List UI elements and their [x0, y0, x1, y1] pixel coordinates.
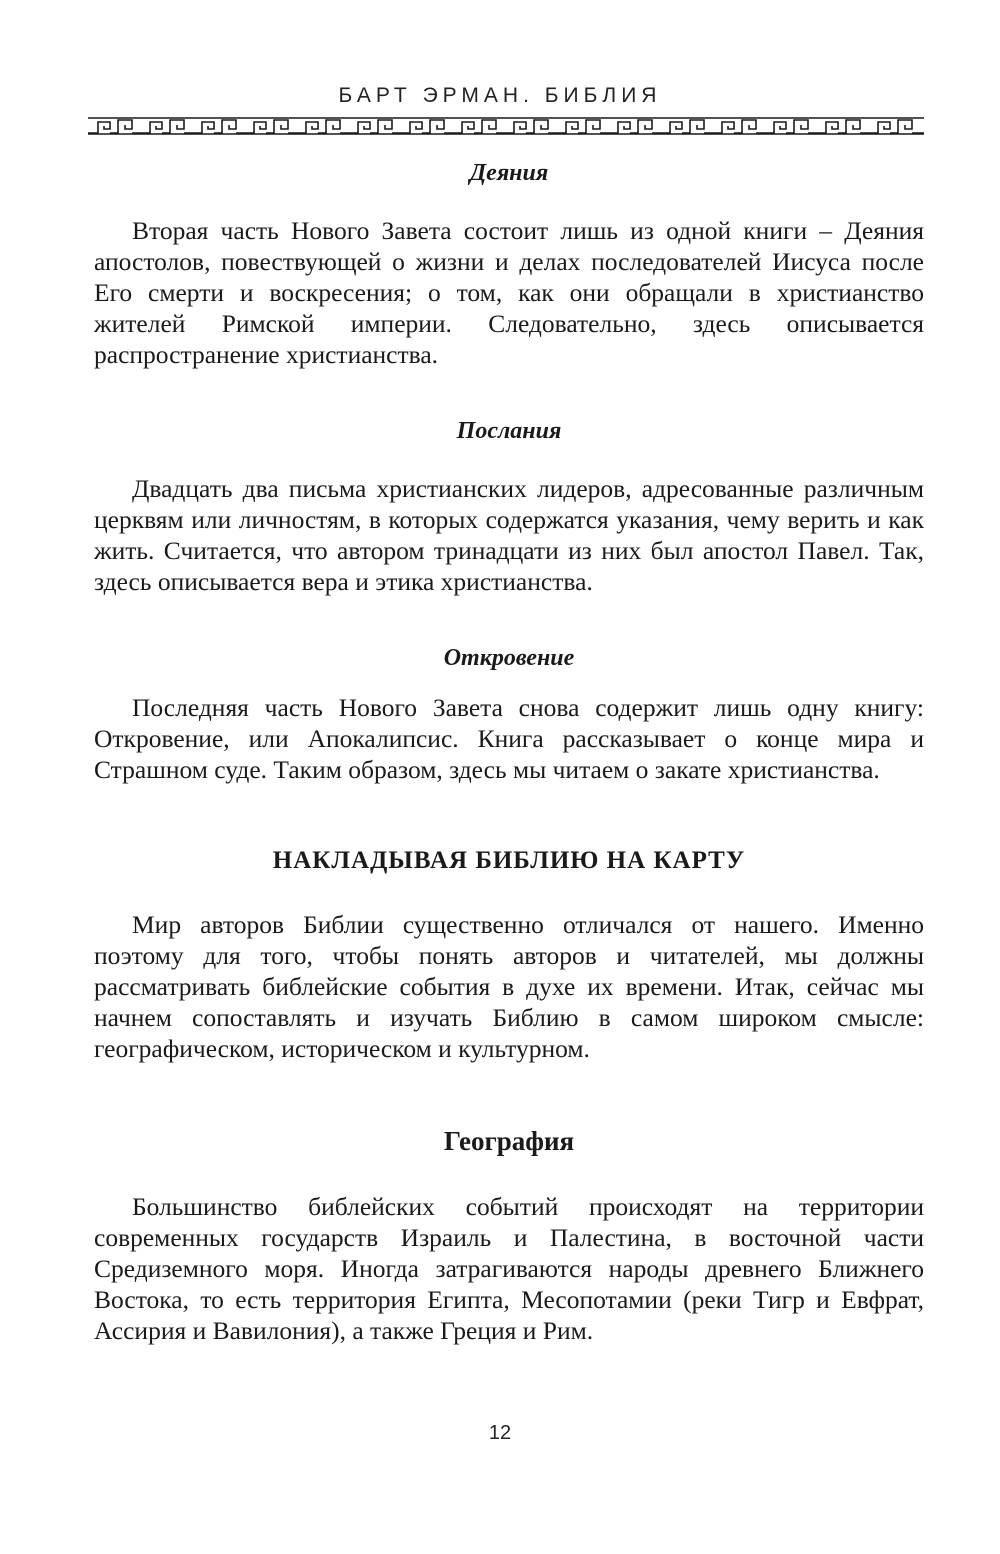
paragraph-epistles: Двадцать два письма христианских лидеров, адресованные различным церквям или личностям, в которых содержатся указания, чему верить и как жить. Считается, что автором тринадцати из них был апостол Павел. Так, здесь описывается вера и этика христианства.	[94, 474, 924, 596]
decorative-border-ornament	[88, 117, 924, 135]
paragraph-geography: Большинство библейских событий происходят на территории современных государств Израиль и Палестина, в восточной части Средиземного моря. Иногда затрагиваются народы древнего Ближнего Востока, то есть территория Египта, Месопотамии (реки Тигр и Евфрат, Ассирия и Вавилония), а также Греция и Рим.	[94, 1192, 924, 1345]
subheading-epistles: Послания	[456, 418, 562, 444]
running-head: БАРТ ЭРМАН. БИБЛИЯ	[338, 84, 662, 107]
page-number: 12	[488, 1422, 512, 1444]
paragraph-revelation: Последняя часть Нового Завета снова содержит лишь одну книгу: Откровение, или Апокалипсис. Книга рассказывает о конце мира и Страшном суде. Таким образом, здесь мы читаем о закате христианства.	[94, 693, 924, 784]
page-content	[94, 160, 924, 1346]
paragraph-mapping: Мир авторов Библии существенно отличался от нашего. Именно поэтому для того, чтобы понять авторов и читателей, мы должны рассматривать библейские события в духе их времени. Итак, сейчас мы начнем сопоставлять и изучать Библию в самом широком смысле: географическом, историческом и культурном.	[94, 910, 924, 1063]
paragraph-acts: Вторая часть Нового Завета состоит лишь из одной книги – Деяния апостолов, повествующей о жизни и делах последователей Иисуса после Его смерти и воскресения; о том, как они обращали в христианство жителей Римской империи. Следовательно, здесь описывается распространение христианства.	[94, 216, 924, 369]
subheading-revelation: Откровение	[443, 645, 575, 671]
subheading-acts: Деяния	[469, 160, 549, 186]
section-title-geography: География	[443, 1126, 575, 1156]
section-title-mapping: НАКЛАДЫВАЯ БИБЛИЮ НА КАРТУ	[272, 847, 746, 874]
